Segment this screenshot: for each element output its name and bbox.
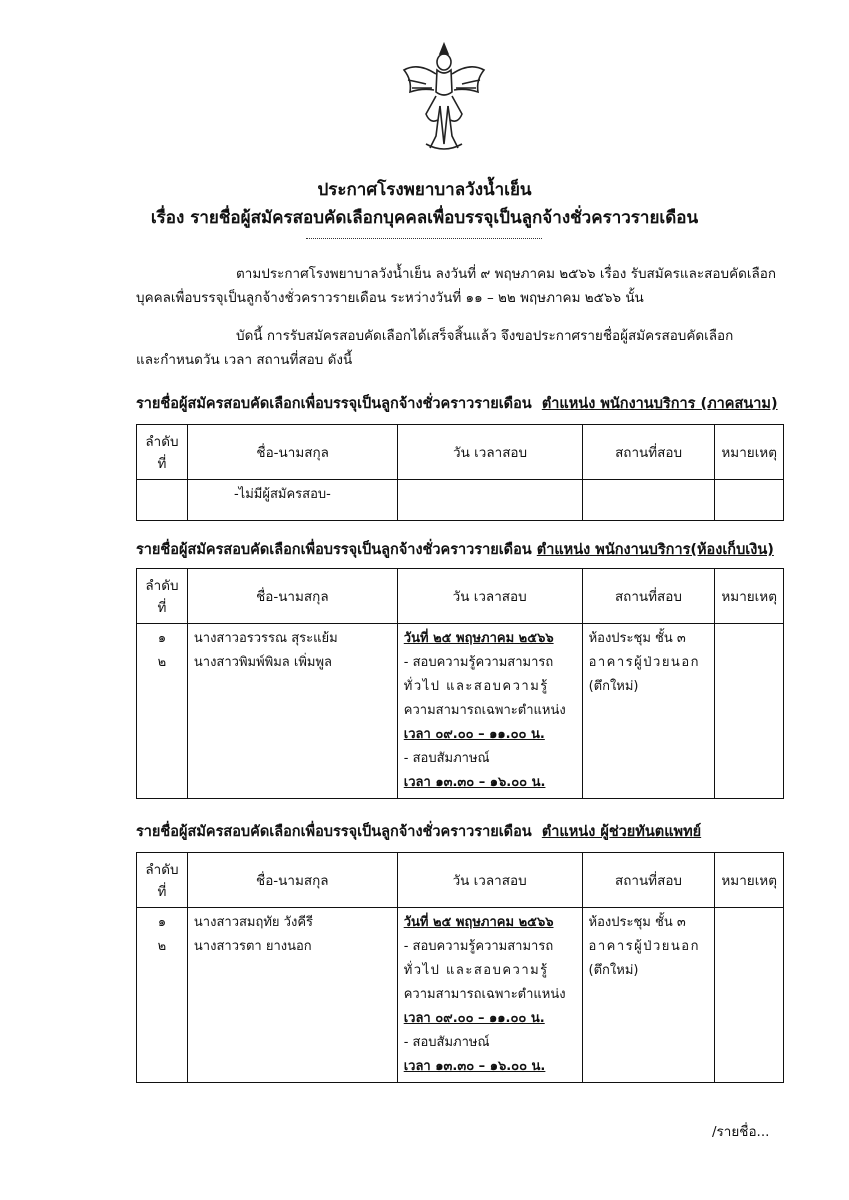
announcement-subject: เรื่อง รายชื่อผู้สมัครสอบคัดเลือกบุคคลเพื่อบรรจุเป็นลูกจ้างชั่วคราวรายเดือน — [150, 208, 699, 228]
exam-date: วันที่ ๒๕ พฤษภาคม ๒๕๖๖ — [403, 631, 554, 646]
section-position: ตำแหน่ง พนักงานบริการ(ห้องเก็บเงิน) — [536, 542, 774, 558]
col-header-place: สถานที่สอบ — [582, 425, 715, 480]
exam-date: วันที่ ๒๕ พฤษภาคม ๒๕๖๖ — [403, 915, 554, 930]
interview-time: เวลา ๑๓.๓๐ – ๑๖.๐๐ น. — [403, 1059, 546, 1074]
exam-detail: - สอบความรู้ความสามารถ — [403, 939, 554, 954]
exam-place: ห้องประชุม ชั้น ๓ — [588, 915, 686, 930]
row-number: ๑ — [157, 915, 167, 930]
continued-footer: /รายชื่อ... — [712, 1124, 770, 1140]
exam-detail: ความสามารถเฉพาะตำแหน่ง — [403, 987, 566, 1002]
intro-p2-line2: และกำหนดวัน เวลา สถานที่สอบ ดังนี้ — [136, 352, 353, 368]
exam-place: อาคารผู้ป่วยนอก — [588, 655, 700, 670]
row-number: ๒ — [157, 655, 167, 670]
exam-detail: - สอบความรู้ความสามารถ — [403, 655, 554, 670]
col-header-name: ชื่อ-นามสกุล — [187, 569, 397, 624]
col-header-no: ลำดับที่ — [137, 425, 188, 480]
section-heading-text: รายชื่อผู้สมัครสอบคัดเลือกเพื่อบรรจุเป็นลูกจ้างชั่วคราวรายเดือน — [136, 824, 532, 840]
interview-time: เวลา ๑๓.๓๐ – ๑๖.๐๐ น. — [403, 775, 546, 790]
col-header-place: สถานที่สอบ — [582, 853, 715, 908]
exam-place: (ตึกใหม่) — [588, 963, 639, 978]
interview-label: - สอบสัมภาษณ์ — [403, 1035, 490, 1050]
table-row — [137, 908, 784, 1083]
announcement-title: ประกาศโรงพยาบาลวังน้ำเย็น — [317, 180, 532, 200]
col-header-name: ชื่อ-นามสกุล — [187, 425, 397, 480]
candidate-table-dental-assistant — [136, 852, 784, 1083]
table-header-row — [137, 853, 784, 908]
col-header-note: หมายเหตุ — [715, 569, 784, 624]
candidate-table-field-service — [136, 424, 784, 521]
section-heading-text: รายชื่อผู้สมัครสอบคัดเลือกเพื่อบรรจุเป็นลูกจ้างชั่วคราวรายเดือน — [136, 396, 532, 412]
col-header-place: สถานที่สอบ — [582, 569, 715, 624]
section-heading-text: รายชื่อผู้สมัครสอบคัดเลือกเพื่อบรรจุเป็นลูกจ้างชั่วคราวรายเดือน — [136, 542, 532, 558]
intro-paragraph-2 — [136, 324, 776, 372]
col-header-note: หมายเหตุ — [715, 853, 784, 908]
row-number: ๒ — [157, 939, 167, 954]
exam-place: (ตึกใหม่) — [588, 679, 639, 694]
section-position: ตำแหน่ง ผู้ช่วยทันตแพทย์ — [541, 824, 702, 840]
candidate-table-cashier — [136, 568, 784, 799]
intro-p1-line2: บุคคลเพื่อบรรจุเป็นลูกจ้างชั่วคราวรายเดือน ระหว่างวันที่ ๑๑ – ๒๒ พฤษภาคม ๒๕๖๖ นั้น — [136, 290, 644, 306]
section-position: ตำแหน่ง พนักงานบริการ (ภาคสนาม) — [541, 396, 778, 412]
col-header-note: หมายเหตุ — [715, 425, 784, 480]
exam-detail: ความสามารถเฉพาะตำแหน่ง — [403, 703, 566, 718]
exam-place: อาคารผู้ป่วยนอก — [588, 939, 700, 954]
section-heading-dental-assistant — [136, 820, 796, 843]
col-header-no: ลำดับที่ — [137, 569, 188, 624]
candidate-name: นางสาวสมฤทัย วังคีรี — [193, 915, 314, 930]
candidate-name: นางสาวรตา ยางนอก — [193, 939, 312, 954]
exam-detail: ทั่วไป และสอบความรู้ — [403, 963, 549, 978]
col-header-name: ชื่อ-นามสกุล — [187, 853, 397, 908]
col-header-date: วัน เวลาสอบ — [398, 425, 582, 480]
title-divider — [306, 238, 542, 239]
col-header-date: วัน เวลาสอบ — [397, 569, 582, 624]
section-heading-cashier — [136, 538, 796, 561]
candidate-name: นางสาวอรวรรณ สุระแย้ม — [193, 631, 338, 646]
table-row — [137, 480, 784, 521]
exam-place: ห้องประชุม ชั้น ๓ — [588, 631, 686, 646]
exam-detail: ทั่วไป และสอบความรู้ — [403, 679, 549, 694]
intro-p2-line1: บัดนี้ การรับสมัครสอบคัดเลือกได้เสร็จสิ้นแล้ว จึงขอประกาศรายชื่อผู้สมัครสอบคัดเลือก — [236, 328, 734, 344]
exam-time: เวลา ๐๙.๐๐ – ๑๑.๐๐ น. — [403, 727, 545, 742]
interview-label: - สอบสัมภาษณ์ — [403, 751, 490, 766]
table-header-row — [137, 569, 784, 624]
candidate-name: นางสาวพิมพ์พิมล เพิ่มพูล — [193, 655, 333, 670]
intro-p1-line1: ตามประกาศโรงพยาบาลวังน้ำเย็น ลงวันที่ ๙ พฤษภาคม ๒๕๖๖ เรื่อง รับสมัครและสอบคัดเลือก — [236, 266, 777, 282]
table-row — [137, 624, 784, 799]
col-header-date: วัน เวลาสอบ — [397, 853, 582, 908]
exam-time: เวลา ๐๙.๐๐ – ๑๑.๐๐ น. — [403, 1011, 545, 1026]
table-header-row — [137, 425, 784, 480]
col-header-no: ลำดับที่ — [137, 853, 188, 908]
intro-paragraph-1 — [136, 262, 776, 310]
row-number: ๑ — [157, 631, 167, 646]
section-heading-field-service — [136, 392, 796, 415]
no-candidates-text: -ไม่มีผู้สมัครสอบ- — [233, 487, 331, 502]
garuda-emblem-icon — [396, 40, 492, 156]
